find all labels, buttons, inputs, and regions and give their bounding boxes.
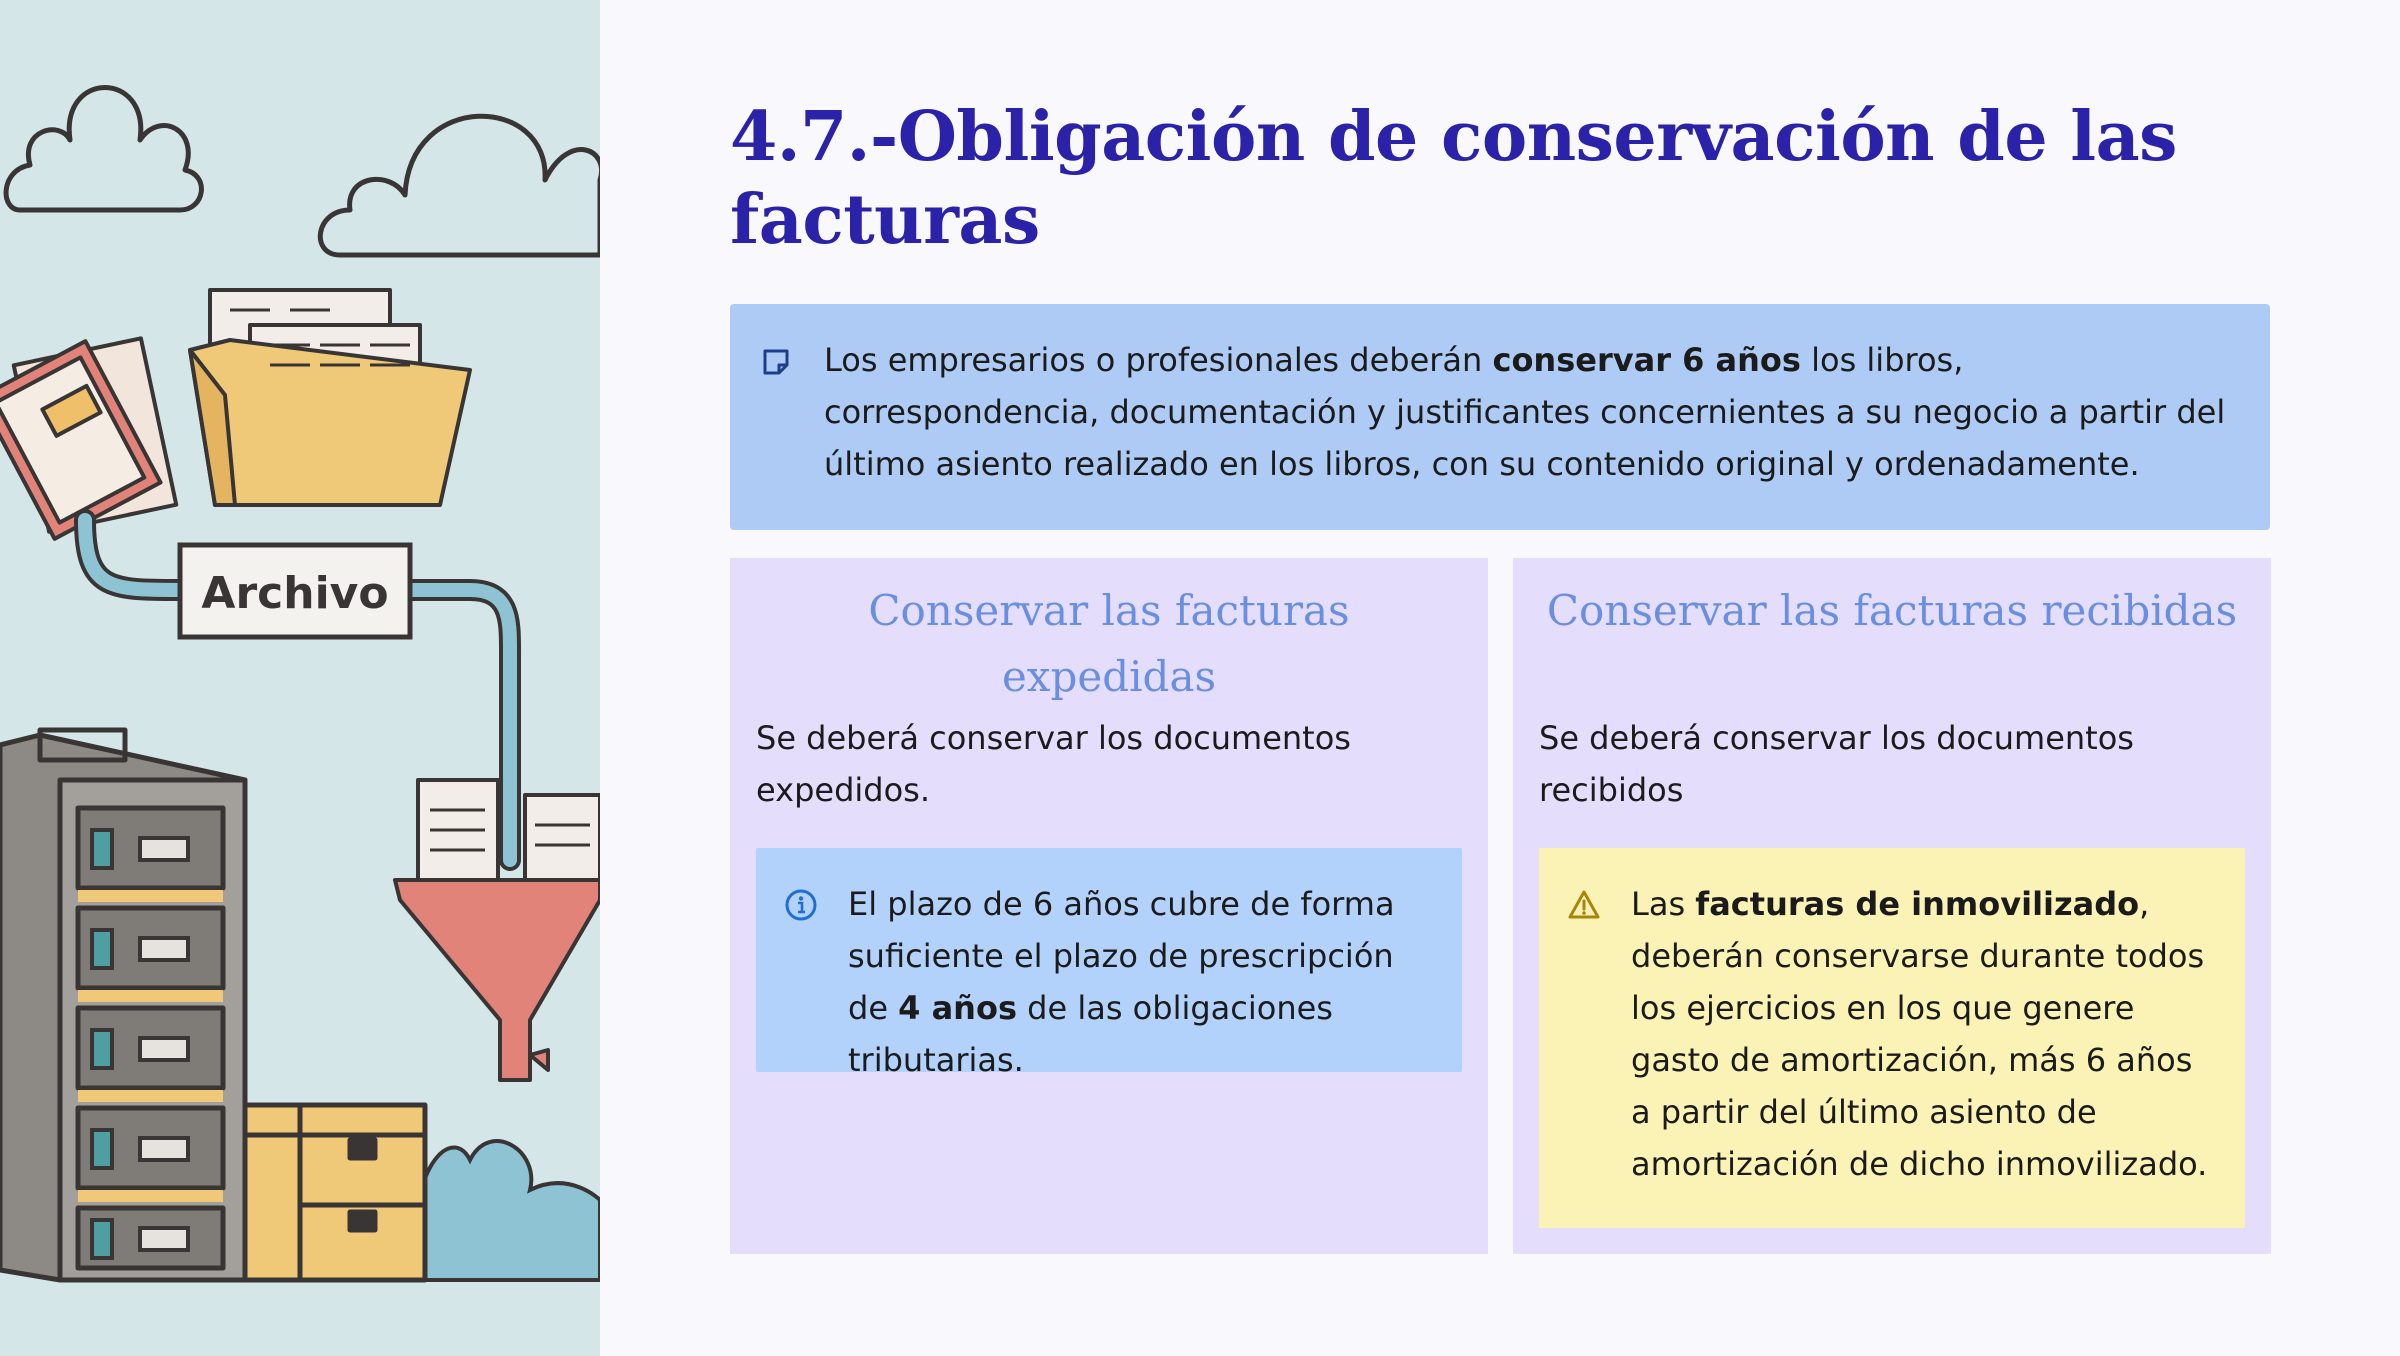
- note-icon: [760, 346, 792, 378]
- archive-illustration-graphic: [0, 0, 600, 1356]
- main-callout: [730, 304, 2270, 530]
- column-text: Se deberá conservar los documentos recibidos: [1539, 719, 2134, 809]
- cloud-icon: [6, 88, 201, 211]
- cloud-icon: [320, 116, 600, 255]
- column-expedidas: [730, 558, 1488, 1254]
- callout-text: Los empresarios o profesionales deberán conservar 6 años los libros, correspondencia, documentación y justificantes concernientes a su negocio a partir del último asiento realizado en los libros, con su contenido original y ordenadamente.: [824, 341, 2226, 483]
- page-title: 4.7.-Obligación de conservación de las facturas: [730, 97, 2177, 260]
- column-heading: Conservar las facturas expedidas: [868, 586, 1350, 701]
- info-icon: [784, 888, 818, 922]
- column-text: Se deberá conservar los documentos expedidos.: [756, 719, 1351, 809]
- warning-note: [1539, 848, 2245, 1228]
- info-note-text: El plazo de 6 años cubre de forma suficiente el plazo de prescripción de 4 años de las obligaciones tributarias.: [848, 885, 1395, 1079]
- warning-note-text: Las facturas de inmovilizado, deberán conservarse durante todos los ejercicios en los que genere gasto de amortización, más 6 años a partir del último asiento de amortización de dicho inmovilizado.: [1631, 885, 2208, 1183]
- column-heading: Conservar las facturas recibidas: [1546, 586, 2238, 635]
- info-note: [756, 848, 1462, 1079]
- warning-icon: [1567, 888, 1601, 922]
- archive-illustration: [0, 0, 600, 1356]
- column-recibidas: [1513, 558, 2271, 1254]
- callout-highlight: conservar 6 años: [1492, 341, 1801, 379]
- archive-label: Archivo: [201, 568, 389, 619]
